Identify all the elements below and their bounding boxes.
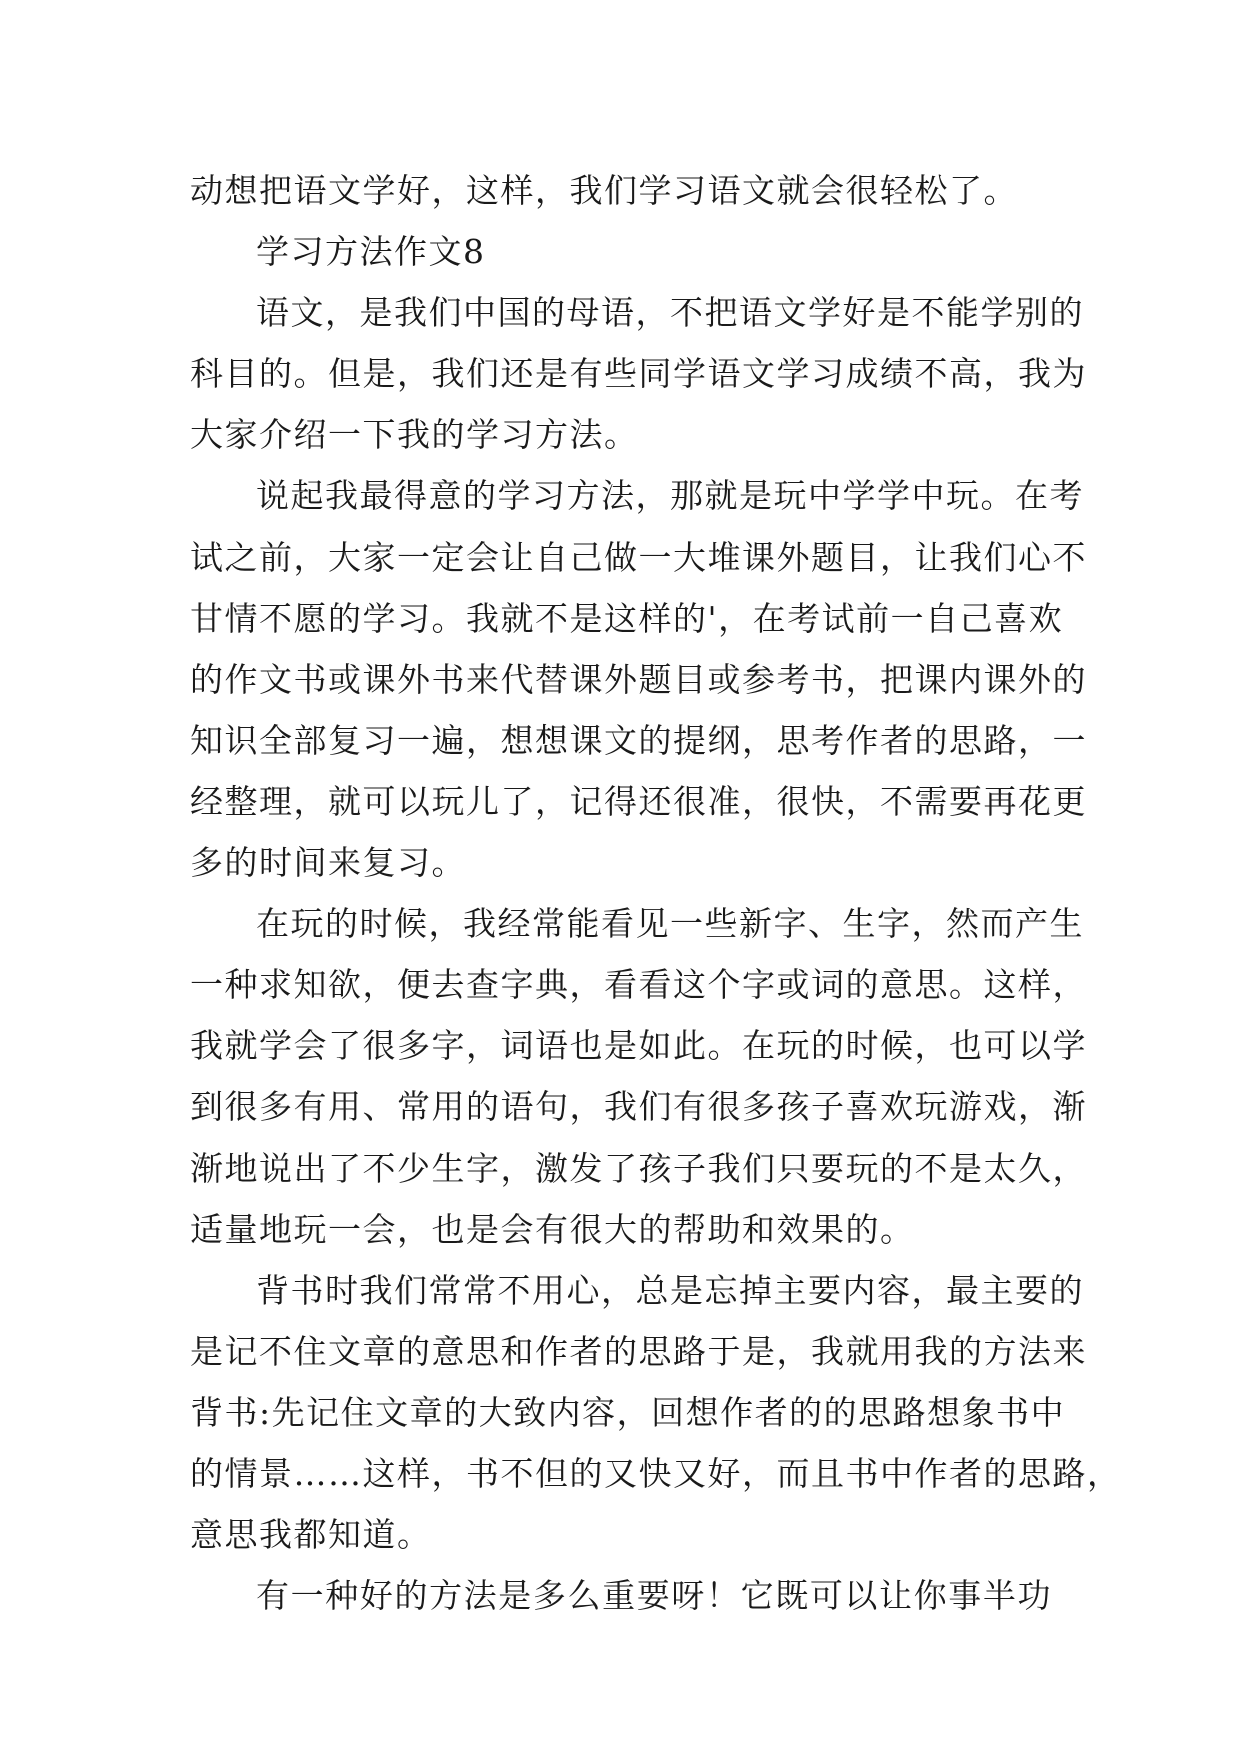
paragraph-line: 意思我都知道。 (190, 1515, 432, 1555)
paragraph-line: 的情景……这样，书不但的又快又好，而且书中作者的思路， (190, 1453, 1122, 1493)
paragraph-line: 大家介绍一下我的学习方法。 (190, 415, 639, 455)
paragraph-line: 甘情不愿的学习。我就不是这样的'，在考试前一自己喜欢 (190, 598, 1064, 638)
paragraph-line: 背书:先记住文章的大致内容，回想作者的的思路想象书中 (190, 1392, 1066, 1432)
paragraph-line: 说起我最得意的学习方法，那就是玩中学学中玩。在考 (256, 476, 1084, 516)
paragraph-line: 是记不住文章的意思和作者的思路于是，我就用我的方法来 (190, 1331, 1087, 1371)
paragraph-line: 多的时间来复习。 (190, 843, 466, 883)
document-body (190, 160, 1122, 1626)
paragraph-line: 有一种好的方法是多么重要呀！它既可以让你事半功 (256, 1576, 1052, 1616)
paragraph-line: 渐地说出了不少生字，激发了孩子我们只要玩的不是太久， (190, 1148, 1087, 1188)
paragraph-line: 经整理，就可以玩儿了，记得还很准，很快，不需要再花更 (190, 781, 1087, 821)
paragraph-line: 一种求知欲，便去查字典，看看这个字或词的意思。这样， (190, 965, 1087, 1005)
paragraph-line: 背书时我们常常不用心，总是忘掉主要内容，最主要的 (256, 1270, 1084, 1310)
paragraph-line: 科目的。但是，我们还是有些同学语文学习成绩不高，我为 (190, 354, 1087, 394)
paragraph-line: 动想把语文学好，这样，我们学习语文就会很轻松了。 (190, 171, 1018, 210)
paragraph-line: 知识全部复习一遍，想想课文的提纲，思考作者的思路，一 (190, 720, 1087, 760)
paragraph-line: 的作文书或课外书来代替课外题目或参考书，把课内课外的 (190, 659, 1087, 699)
paragraph-line: 语文，是我们中国的母语，不把语文学好是不能学别的 (256, 293, 1084, 333)
paragraph-line: 到很多有用、常用的语句，我们有很多孩子喜欢玩游戏，渐 (190, 1087, 1087, 1127)
section-heading: 学习方法作文8 (256, 232, 486, 272)
paragraph-line: 试之前，大家一定会让自己做一大堆课外题目，让我们心不 (190, 537, 1087, 577)
paragraph-line: 我就学会了很多字，词语也是如此。在玩的时候，也可以学 (190, 1026, 1087, 1066)
paragraph-line: 在玩的时候，我经常能看见一些新字、生字，然而产生 (256, 904, 1084, 944)
paragraph-line: 适量地玩一会，也是会有很大的帮助和效果的。 (190, 1209, 915, 1249)
